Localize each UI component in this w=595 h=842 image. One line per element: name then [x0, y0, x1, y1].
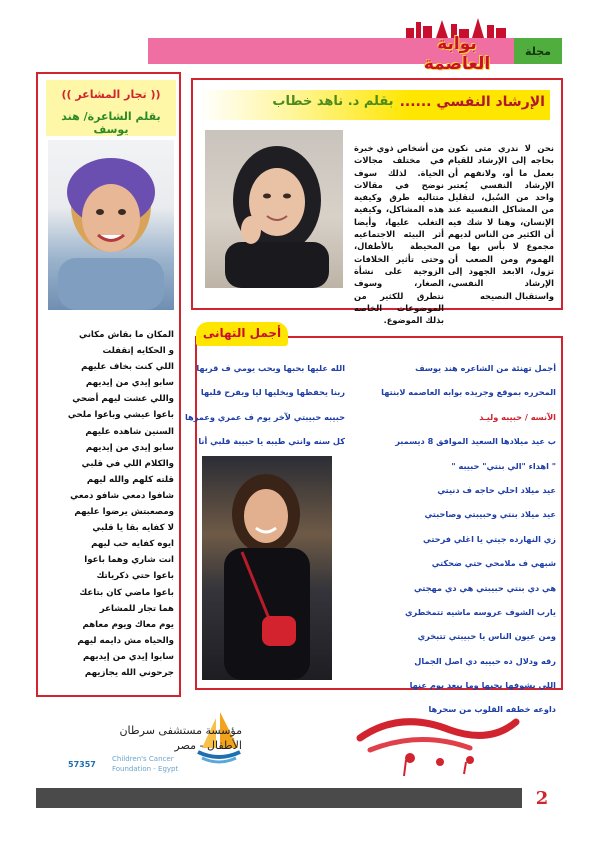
- footer-bar: [36, 788, 522, 808]
- poem-line: باعوا حتي ذكرياتك: [96, 571, 174, 582]
- poem-line: والحياه مش دايمه ليهم: [77, 635, 174, 646]
- sidebar-title: (( تجار المشاعر )): [61, 88, 161, 101]
- greeting-line: كل سنه وانتي طيبه يا حبيبة قلبي أنا: [198, 436, 345, 447]
- article-column-left: من أشخاص ذوي خبرة في مختلف مجالات الحياة. لذلك سوف نوضح في مقالات متتاليه طرق وكيفية هذه المشاكل، وكيفية التغلب عليها، وأيضا أثر البيئه الاجتماعيه المحيطة بالأطفال، وحتى تأثير الخلافات الزوجية على نشأة الصغار، وسوف نتطرق للكثير من الموضوعات الخاصه بذلك الموضوع.: [354, 143, 444, 326]
- magazine-label: مجلة: [514, 38, 562, 64]
- greeting-line: أجمل تهنئة من الشاعره هند يوسف: [415, 363, 556, 373]
- poem-line: باعوا عيشي وباعوا ملحي: [67, 410, 174, 421]
- poem-line: يوم معاك ويوم معاهم: [82, 619, 174, 630]
- poem-line: شافوا دمعي شافو دمعي: [70, 490, 174, 501]
- greeting-line: عيد ميلاد بنتي وحبيبتي وصاحبتي: [424, 509, 556, 520]
- greeting-line: ومن عيون الناس يا حبيبتي تتبخري: [417, 631, 556, 642]
- hospital-name-ar-1: مؤسسة مستشفى سرطان: [119, 724, 242, 737]
- greeting-line: ب عيد ميلادها السعيد الموافق 8 ديسمبر: [395, 436, 556, 447]
- article-header: [205, 94, 545, 110]
- greeting-line: هي دي بنتي حبيبتي هي دي مهجتي: [413, 582, 556, 593]
- poem-line: سابو إيدي من إيديهم: [85, 442, 174, 453]
- greeting-line: داوعه خطفه القلوب من سحرها: [428, 704, 556, 715]
- greeting-line: الله عليها بحبها وبحب يومي ف قربها: [196, 363, 345, 373]
- poem-line: المكان ما بقاش مكاني: [79, 330, 174, 340]
- poem-line: سابوا إيدي من إيديهم: [82, 651, 174, 662]
- greeting-line: يارب الشوف عروسه ماشيه تتمخطري: [404, 606, 556, 617]
- hospital-name-en-2: Foundation - Egypt: [112, 765, 179, 773]
- greeting-line: اللي يشوفها يحبها وما يبعد يوم عنها: [409, 680, 556, 691]
- greeting-line: المحرره بموقع وجريده بوابه العاصمه لابنتها: [381, 387, 556, 398]
- greeting-line: ربنا يحفظها ويخليها ليا ويفرح قلبها: [200, 387, 345, 398]
- writer-photo: [205, 130, 343, 288]
- hospital-number: 57357: [68, 760, 96, 769]
- poem-line: لا كفايه بقا يا قلبي: [92, 523, 174, 534]
- daughter-photo: [202, 456, 332, 680]
- greetings-right-column: [344, 363, 556, 729]
- hospital-name-en-1: Children's Cancer: [112, 755, 174, 763]
- poem-line: و الحكايه إتقفلت: [102, 346, 174, 357]
- poem-line: هما تجار للمشاعر: [99, 603, 174, 614]
- greeting-line: رقه ودلال ده حبيبه دي اصل الجمال: [414, 655, 556, 666]
- greeting-line: " اهداء "الي بنتي" حبيبه ": [451, 460, 556, 471]
- greeting-line: زي النهارده جيتي يا اغلي فرحتي: [423, 533, 556, 544]
- poem-line: باعوا ماضي كان بتاعك: [79, 587, 174, 598]
- poem-line: والكلام اللي في قلبي: [81, 458, 174, 469]
- sidebar-author: بقلم الشاعرة/ هند يوسف: [61, 110, 161, 136]
- greeting-line: عيد ميلاد احلي حاجه ف دنيتي: [437, 484, 556, 495]
- site-logo: [402, 16, 512, 74]
- poem-line: جرحوني الله يجازيهم: [84, 667, 174, 678]
- poem-line: ومصعبتش يرضوا عليهم: [74, 507, 174, 518]
- greeting-line: شبهي ف ملامحي حتي ضحكتي: [431, 558, 556, 569]
- page-number: 2: [535, 788, 549, 809]
- poem-line: اللي كنت بخاف عليهم: [81, 362, 174, 373]
- logo-text: بوابة العاصمة: [423, 34, 491, 74]
- article-column-right: نحن لا ندري متى نكون بحاجه إلى الإرشاد للقيام بعمل ما أو، ولانفهم أن الإرشاد النفسي يُعتبر واحد من السُبل، لتقليل من المشاكل النفسية عند الإنسان، وهنا لا شك فيه أن الكثير من الناس لديهم مجموع لا بأس بها من الهموم ومن الصعب أن تزول، الابعد الجهود إلى الإرشاد النفسي، واستقبال النصيحه: [448, 143, 554, 301]
- poem-line: قلته كلهم والله ليهم: [86, 474, 174, 485]
- greeting-line-highlight: الآنسه / حبيبه وليـد: [479, 411, 556, 422]
- poem-line: السنين شاهده عليهم: [85, 426, 174, 437]
- hospital-name-ar-2: الأطفال - مصر: [174, 739, 242, 752]
- greetings-left-column: [184, 363, 345, 461]
- poem-line: انت شاري وهما باعوا: [84, 555, 174, 566]
- poem-line: سابو إيدي من إيديهم: [85, 378, 174, 389]
- greeting-line: حبيبه حبيبتي لآخر يوم ف عمري وعمرها: [184, 411, 345, 422]
- poem: [44, 330, 174, 684]
- author-photo: [48, 140, 174, 310]
- article-byline: بقلم د. ناهد خطاب: [272, 94, 394, 109]
- poem-line: ايوه كفايه حب ليهم: [91, 539, 174, 550]
- greetings-title: أجمل التهانى: [202, 326, 282, 340]
- poem-line: واللي عشت ليهم أضحي: [72, 394, 174, 405]
- article-title: الإرشاد النفسي ......: [399, 94, 545, 110]
- magazine-emblem: [340, 700, 530, 780]
